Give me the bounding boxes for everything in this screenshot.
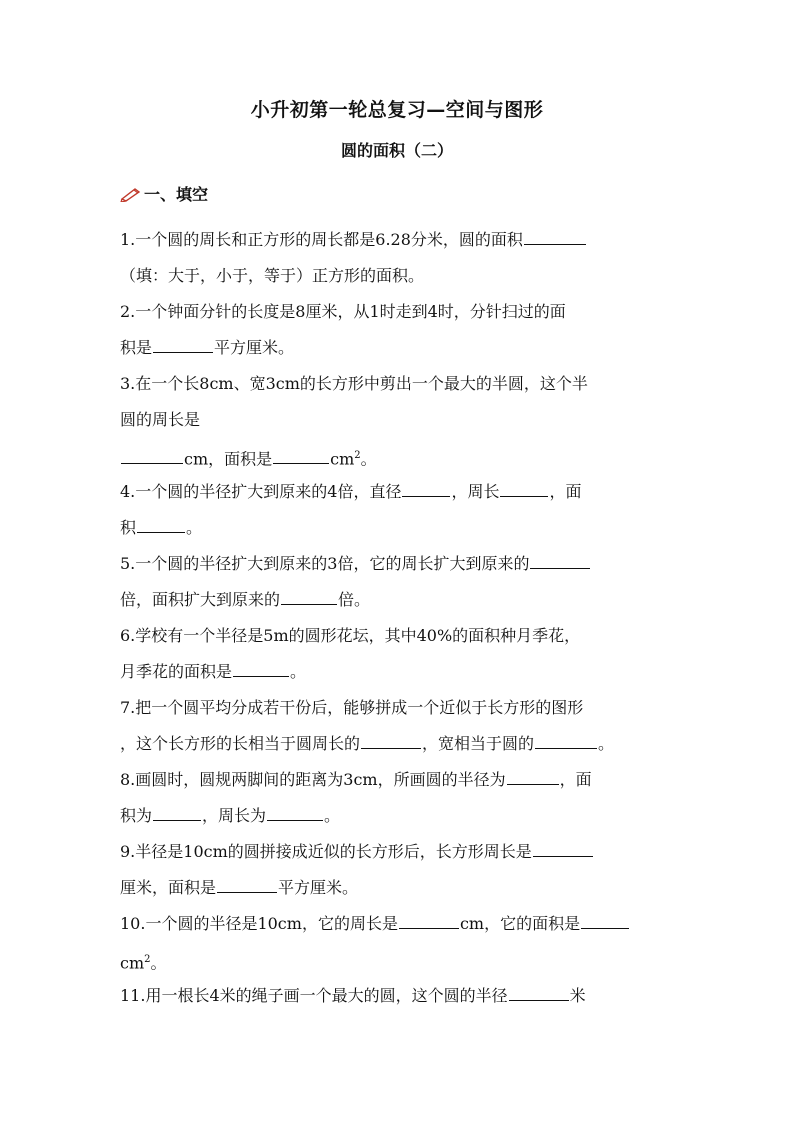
q2-text-2: 积是 [120,338,153,357]
q6-text-2: 月季花的面积是 [120,662,233,681]
q4-text-2: ，周长 [451,482,500,501]
answer-blank[interactable] [153,334,213,353]
q10-text: 10.一个圆的半径是10cm，它的周长是 [120,914,398,933]
q2-line2 [120,330,700,366]
q9-line1 [120,834,700,870]
answer-blank[interactable] [402,478,450,497]
q7-text-2: ，这个长方形的长相当于圆周长的 [120,734,361,753]
q8-text: 8.画圆时，圆规两脚间的距离为3cm，所画圆的半径为 [120,770,506,789]
q3-line2 [120,402,700,438]
q4-text-4: 积 [120,518,137,537]
section-heading-text: 一、填空 [144,185,209,204]
q5-text: 5.一个圆的半径扩大到原来的3倍，它的周长扩大到原来的 [120,554,530,573]
q11-line1 [120,978,700,1014]
answer-blank[interactable] [535,730,597,749]
answer-blank[interactable] [507,766,559,785]
answer-blank[interactable] [509,982,569,1001]
q4-line1 [120,474,700,510]
q11-unit: 米 [569,986,586,1005]
answer-blank[interactable] [530,550,590,569]
question-list [120,222,700,1014]
answer-blank[interactable] [137,514,185,533]
q1-text: 1.一个圆的周长和正方形的周长都是6.28分米，圆的面积 [120,230,523,249]
q8-text-4: ，周长为 [202,806,267,825]
q10-end: 。 [150,953,167,973]
q3-text-3: cm，面积是 [184,449,273,469]
q10-line2 [120,942,700,978]
q10-line1 [120,906,700,942]
answer-blank[interactable] [267,802,323,821]
q8-text-3: 积为 [120,806,153,825]
q11-text: 11.用一根长4米的绳子画一个最大的圆，这个圆的半径 [120,986,508,1005]
q8-end: 。 [324,806,341,825]
q1-text-2: （填：大于，小于，等于）正方形的面积。 [120,266,425,285]
q3-unit: cm [330,449,355,469]
q5-line1 [120,546,700,582]
q3-end: 。 [360,449,377,469]
q10-unit-exponent: 2 [144,954,151,965]
q10-unit: cm [120,953,145,973]
q2-text: 2.一个钟面分针的长度是8厘米，从1时走到4时，分针扫过的面 [120,302,566,321]
q7-line2 [120,726,700,762]
q7-text: 7.把一个圆平均分成若干份后，能够拼成一个近似于长方形的图形 [120,698,584,717]
page-title: 小升初第一轮总复习—空间与图形 [250,99,544,121]
q2-text-3: 平方厘米。 [214,338,295,357]
q5-text-2: 倍，面积扩大到原来的 [120,590,281,609]
q6-line1 [120,618,700,654]
q7-text-3: ，宽相当于圆的 [422,734,535,753]
section-heading [120,182,208,205]
answer-blank[interactable] [233,658,289,677]
q4-text-3: ，面 [549,482,582,501]
q6-text: 6.学校有一个半径是5m的圆形花坛，其中40%的面积种月季花， [120,626,581,645]
q4-text: 4.一个圆的半径扩大到原来的4倍，直径 [120,482,402,501]
q3-line3 [120,438,700,474]
q5-end: 倍。 [338,590,371,609]
q1-line2 [120,258,700,294]
answer-blank[interactable] [153,802,201,821]
q8-text-2: ，面 [559,770,592,789]
q7-line1 [120,690,700,726]
answer-blank[interactable] [533,838,593,857]
pencil-icon [120,186,142,202]
q2-line1 [120,294,700,330]
q10-text-2: cm，它的面积是 [459,914,581,933]
page-subtitle: 圆的面积（二） [340,141,453,160]
q3-text-2: 圆的周长是 [120,410,201,429]
q9-line2 [120,870,700,906]
q3-line1 [120,366,700,402]
q3-unit-exponent: 2 [354,450,361,461]
answer-blank[interactable] [399,910,459,929]
q5-line2 [120,582,700,618]
q9-text: 9.半径是10cm的圆拼接成近似的长方形后，长方形周长是 [120,842,532,861]
answer-blank[interactable] [281,586,337,605]
q6-end: 。 [290,662,307,681]
answer-blank[interactable] [524,226,586,245]
q4-end: 。 [186,518,203,537]
q9-text-2: 厘米，面积是 [120,878,217,897]
q6-line2 [120,654,700,690]
q8-line1 [120,762,700,798]
q4-line2 [120,510,700,546]
answer-blank[interactable] [500,478,548,497]
q8-line2 [120,798,700,834]
answer-blank[interactable] [581,910,629,929]
answer-blank[interactable] [361,730,421,749]
q1-line1 [120,222,700,258]
q3-text: 3.在一个长8cm、宽3cm的长方形中剪出一个最大的半圆，这个半 [120,374,588,393]
q7-end: 。 [598,734,615,753]
answer-blank[interactable] [121,445,183,464]
q9-end: 平方厘米。 [278,878,359,897]
answer-blank[interactable] [217,874,277,893]
answer-blank[interactable] [273,445,329,464]
